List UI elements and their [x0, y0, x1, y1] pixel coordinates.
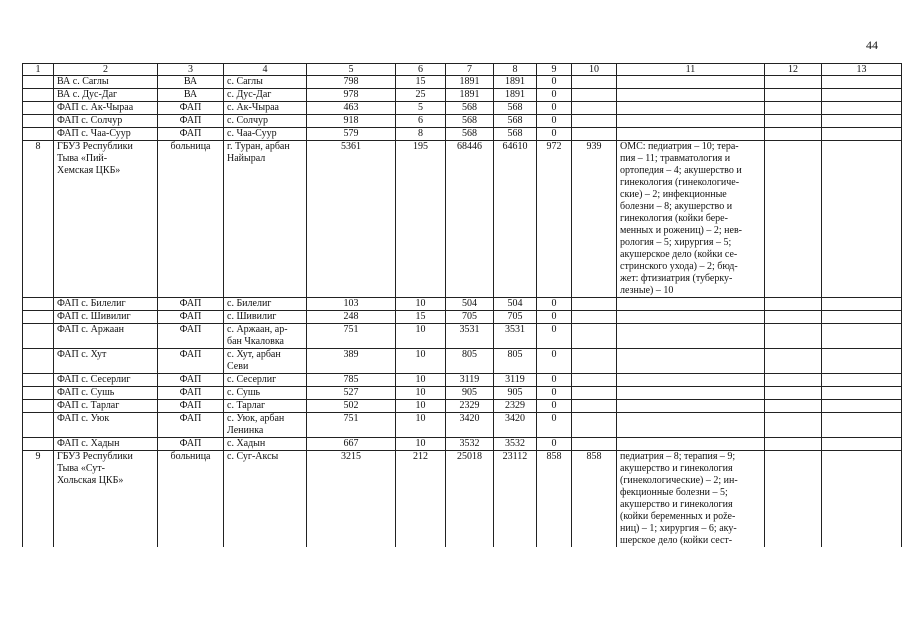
table-cell-col12 [765, 115, 822, 128]
table-cell-col13 [822, 324, 902, 349]
table-cell-col4: с. Саглы [224, 76, 307, 89]
table-cell-col12 [765, 141, 822, 298]
table-cell-col2: ВА с. Дус-Даг [54, 89, 158, 102]
table-cell-col6: 5 [396, 102, 446, 115]
table-cell-col1 [23, 298, 54, 311]
table-cell-col12 [765, 400, 822, 413]
table-cell-col4: с. Сушь [224, 387, 307, 400]
table-cell-col1 [23, 76, 54, 89]
table-cell-col5: 502 [307, 400, 396, 413]
table-cell-col1 [23, 400, 54, 413]
table-cell-col3: больница [158, 141, 224, 298]
table-cell-col8: 64610 [494, 141, 537, 298]
table-cell-col1 [23, 387, 54, 400]
table-cell-col13 [822, 438, 902, 451]
table-cell-col6: 8 [396, 128, 446, 141]
table-cell-col6: 15 [396, 76, 446, 89]
table-cell-col7: 3532 [446, 438, 494, 451]
table-cell-col6: 212 [396, 451, 446, 548]
table-cell-col12 [765, 128, 822, 141]
table-cell-col10: 939 [572, 141, 617, 298]
table-cell-col8: 504 [494, 298, 537, 311]
table-cell-col1 [23, 115, 54, 128]
table-row [23, 387, 902, 400]
table-cell-col8: 805 [494, 349, 537, 374]
table-cell-col3: ФАП [158, 324, 224, 349]
table-cell-col4: с. Ак-Чыраа [224, 102, 307, 115]
table-cell-col10 [572, 298, 617, 311]
table-cell-col6: 195 [396, 141, 446, 298]
table-cell-col3: ФАП [158, 311, 224, 324]
table-cell-col12 [765, 387, 822, 400]
table-cell-col8: 3532 [494, 438, 537, 451]
table-row [23, 400, 902, 413]
header-cell: 1 [23, 64, 54, 76]
table-row [23, 438, 902, 451]
data-table [22, 63, 902, 547]
table-row [23, 349, 902, 374]
table-cell-col3: ФАП [158, 115, 224, 128]
table-cell-col10 [572, 374, 617, 387]
table-cell-col1 [23, 413, 54, 438]
table-cell-col8: 3420 [494, 413, 537, 438]
table-cell-col11 [617, 102, 765, 115]
table-cell-col1 [23, 349, 54, 374]
table-cell-col12 [765, 324, 822, 349]
table-cell-col10 [572, 115, 617, 128]
table-cell-col13 [822, 298, 902, 311]
header-cell: 3 [158, 64, 224, 76]
table-row [23, 324, 902, 349]
table-cell-col11 [617, 311, 765, 324]
table-cell-col7: 3119 [446, 374, 494, 387]
header-cell: 6 [396, 64, 446, 76]
table-cell-col6: 10 [396, 324, 446, 349]
table-cell-col4: с. Тарлаг [224, 400, 307, 413]
table-cell-col8: 23112 [494, 451, 537, 548]
table-cell-col1 [23, 324, 54, 349]
table-cell-col12 [765, 374, 822, 387]
table-cell-col7: 25018 [446, 451, 494, 548]
table-cell-col2: ФАП с. Тарлаг [54, 400, 158, 413]
table-cell-col10 [572, 311, 617, 324]
header-cell: 8 [494, 64, 537, 76]
table-cell-col6: 10 [396, 349, 446, 374]
table-cell-col7: 3420 [446, 413, 494, 438]
table-cell-col1 [23, 89, 54, 102]
table-cell-col11 [617, 374, 765, 387]
table-cell-col7: 2329 [446, 400, 494, 413]
table-row [23, 141, 902, 298]
table-cell-col1: 9 [23, 451, 54, 548]
table-cell-col6: 10 [396, 400, 446, 413]
table-cell-col1: 8 [23, 141, 54, 298]
table-row [23, 102, 902, 115]
table-cell-col11 [617, 438, 765, 451]
table-cell-col7: 905 [446, 387, 494, 400]
table-cell-col13 [822, 387, 902, 400]
table-cell-col12 [765, 298, 822, 311]
table-cell-col5: 579 [307, 128, 396, 141]
table-cell-col11 [617, 324, 765, 349]
table-cell-col9: 0 [537, 324, 572, 349]
table-cell-col8: 905 [494, 387, 537, 400]
table-cell-col9: 0 [537, 115, 572, 128]
table-cell-col5: 798 [307, 76, 396, 89]
table-cell-col3: ФАП [158, 102, 224, 115]
table-cell-col8: 1891 [494, 89, 537, 102]
table-cell-col6: 10 [396, 298, 446, 311]
table-cell-col11 [617, 76, 765, 89]
table-cell-col5: 918 [307, 115, 396, 128]
table-cell-col9: 0 [537, 311, 572, 324]
table-cell-col8: 3119 [494, 374, 537, 387]
table-cell-col2: ФАП с. Аржаан [54, 324, 158, 349]
table-cell-col9: 0 [537, 438, 572, 451]
table-cell-col11 [617, 115, 765, 128]
table-cell-col5: 978 [307, 89, 396, 102]
table-cell-col12 [765, 102, 822, 115]
table-cell-col6: 10 [396, 387, 446, 400]
table-cell-col12 [765, 438, 822, 451]
table-cell-col4: с. Дус-Даг [224, 89, 307, 102]
table-cell-col8: 568 [494, 128, 537, 141]
table-cell-col2: ФАП с. Солчур [54, 115, 158, 128]
table-cell-col1 [23, 128, 54, 141]
table-cell-col12 [765, 311, 822, 324]
table-cell-col5: 751 [307, 324, 396, 349]
table-cell-col1 [23, 102, 54, 115]
table-cell-col11 [617, 387, 765, 400]
table-cell-col6: 10 [396, 374, 446, 387]
table-cell-col11 [617, 400, 765, 413]
table-cell-col6: 6 [396, 115, 446, 128]
table-row [23, 128, 902, 141]
header-cell: 5 [307, 64, 396, 76]
table-cell-col13 [822, 349, 902, 374]
table-cell-col7: 68446 [446, 141, 494, 298]
table-cell-col3: ФАП [158, 387, 224, 400]
table-cell-col9: 858 [537, 451, 572, 548]
table-cell-col8: 3531 [494, 324, 537, 349]
table-cell-col7: 705 [446, 311, 494, 324]
table-cell-col13 [822, 141, 902, 298]
table-cell-col9: 0 [537, 400, 572, 413]
table-cell-col4: с. Чаа-Суур [224, 128, 307, 141]
table-cell-col11 [617, 298, 765, 311]
table-cell-col12 [765, 349, 822, 374]
table-cell-col12 [765, 76, 822, 89]
table-cell-col2: ФАП с. Шивилиг [54, 311, 158, 324]
table-cell-col2: ФАП с. Чаа-Суур [54, 128, 158, 141]
table-cell-col11 [617, 89, 765, 102]
table-cell-col9: 0 [537, 102, 572, 115]
table-cell-col10 [572, 400, 617, 413]
table-cell-col3: ФАП [158, 400, 224, 413]
table-cell-col13 [822, 413, 902, 438]
table-cell-col9: 0 [537, 349, 572, 374]
table-cell-col10 [572, 387, 617, 400]
table-cell-col5: 463 [307, 102, 396, 115]
table-cell-col3: больница [158, 451, 224, 548]
table-row [23, 115, 902, 128]
table-cell-col3: ФАП [158, 349, 224, 374]
table-row [23, 89, 902, 102]
table-cell-col10 [572, 102, 617, 115]
table-cell-col1 [23, 311, 54, 324]
table-cell-col10 [572, 76, 617, 89]
table-cell-col11: педиатрия – 8; терапия – 9; акушерство и гинекология (гинекологические) – 2; ин- фекционные болезни – 5; акушерство и гинекология (койки беременных и рože- ниц) – 1; хирургия – 6; аку- шерское дело (койки сест- [617, 451, 765, 548]
table-cell-col3: ФАП [158, 438, 224, 451]
table-cell-col7: 805 [446, 349, 494, 374]
table-cell-col2: ФАП с. Сушь [54, 387, 158, 400]
table-cell-col4: с. Хадын [224, 438, 307, 451]
table-cell-col2: ВА с. Саглы [54, 76, 158, 89]
table-row [23, 451, 902, 548]
table-cell-col5: 389 [307, 349, 396, 374]
table-cell-col1 [23, 374, 54, 387]
table-cell-col3: ФАП [158, 374, 224, 387]
table-cell-col13 [822, 102, 902, 115]
table-cell-col1 [23, 438, 54, 451]
page-number: 44 [866, 38, 878, 52]
table-row [23, 374, 902, 387]
table-cell-col7: 1891 [446, 76, 494, 89]
table-cell-col13 [822, 451, 902, 548]
table-cell-col10 [572, 324, 617, 349]
table-cell-col9: 0 [537, 89, 572, 102]
table-cell-col4: с. Билелиг [224, 298, 307, 311]
table-cell-col9: 972 [537, 141, 572, 298]
table-cell-col13 [822, 400, 902, 413]
table-cell-col5: 5361 [307, 141, 396, 298]
table-cell-col3: ФАП [158, 298, 224, 311]
table-cell-col7: 568 [446, 128, 494, 141]
table-cell-col8: 568 [494, 102, 537, 115]
header-cell: 7 [446, 64, 494, 76]
table-cell-col4: г. Туран, арбан Найырал [224, 141, 307, 298]
header-cell: 2 [54, 64, 158, 76]
header-cell: 4 [224, 64, 307, 76]
table-cell-col9: 0 [537, 413, 572, 438]
table-cell-col2: ФАП с. Хут [54, 349, 158, 374]
table-cell-col6: 10 [396, 413, 446, 438]
header-row [23, 64, 902, 76]
table-cell-col4: с. Солчур [224, 115, 307, 128]
table-cell-col13 [822, 374, 902, 387]
table-cell-col9: 0 [537, 387, 572, 400]
table-cell-col9: 0 [537, 298, 572, 311]
table-cell-col11 [617, 128, 765, 141]
table-cell-col11 [617, 349, 765, 374]
table-cell-col7: 3531 [446, 324, 494, 349]
table-cell-col4: с. Уюк, арбан Ленинка [224, 413, 307, 438]
table-row [23, 76, 902, 89]
header-cell: 10 [572, 64, 617, 76]
table-cell-col12 [765, 89, 822, 102]
table-cell-col2: ГБУЗ Республики Тыва «Пий- Хемская ЦКБ» [54, 141, 158, 298]
header-cell: 9 [537, 64, 572, 76]
table-cell-col2: ФАП с. Хадын [54, 438, 158, 451]
table-cell-col5: 3215 [307, 451, 396, 548]
table-cell-col13 [822, 76, 902, 89]
table-cell-col4: с. Суг-Аксы [224, 451, 307, 548]
table-cell-col11 [617, 413, 765, 438]
table-cell-col7: 568 [446, 102, 494, 115]
header-cell: 12 [765, 64, 822, 76]
table-cell-col9: 0 [537, 76, 572, 89]
header-cell: 13 [822, 64, 902, 76]
table-cell-col13 [822, 128, 902, 141]
table-cell-col4: с. Аржаан, ар- бан Чкаловка [224, 324, 307, 349]
table-cell-col8: 1891 [494, 76, 537, 89]
table-cell-col7: 568 [446, 115, 494, 128]
table-cell-col6: 10 [396, 438, 446, 451]
table-cell-col9: 0 [537, 374, 572, 387]
table-cell-col8: 2329 [494, 400, 537, 413]
table-cell-col3: ВА [158, 89, 224, 102]
table-cell-col2: ФАП с. Сесерлиг [54, 374, 158, 387]
table-cell-col9: 0 [537, 128, 572, 141]
table-cell-col6: 15 [396, 311, 446, 324]
table-cell-col5: 248 [307, 311, 396, 324]
table-cell-col5: 785 [307, 374, 396, 387]
table-cell-col4: с. Шивилиг [224, 311, 307, 324]
table-cell-col13 [822, 311, 902, 324]
table-cell-col6: 25 [396, 89, 446, 102]
table-cell-col5: 103 [307, 298, 396, 311]
table-cell-col5: 667 [307, 438, 396, 451]
table-cell-col7: 504 [446, 298, 494, 311]
table-cell-col13 [822, 115, 902, 128]
table-cell-col10 [572, 413, 617, 438]
table-cell-col5: 751 [307, 413, 396, 438]
table-cell-col4: с. Хут, арбан Севи [224, 349, 307, 374]
table-row [23, 311, 902, 324]
table-cell-col10: 858 [572, 451, 617, 548]
table-cell-col4: с. Сесерлиг [224, 374, 307, 387]
table-cell-col13 [822, 89, 902, 102]
table-cell-col3: ФАП [158, 413, 224, 438]
table-cell-col10 [572, 89, 617, 102]
table-cell-col10 [572, 438, 617, 451]
table-cell-col3: ФАП [158, 128, 224, 141]
table-cell-col11: ОМС: педиатрия – 10; тера- пия – 11; травматология и ортопедия – 4; акушерство и гинекология (гинекологиче- ские) – 2; инфекционные болезни – 8; акушерство и гинекология (койки бере- менных и рожениц) – 2; нев- рология – 5; хирургия – 5; акушерское дело (койки се- стринского ухода) – 2; бюд- жет: фтизиатрия (туберку- лезные) – 10 [617, 141, 765, 298]
table-cell-col3: ВА [158, 76, 224, 89]
table-cell-col2: ФАП с. Уюк [54, 413, 158, 438]
table-row [23, 298, 902, 311]
table-cell-col7: 1891 [446, 89, 494, 102]
table-row [23, 413, 902, 438]
table-cell-col2: ФАП с. Билелиг [54, 298, 158, 311]
table-cell-col12 [765, 451, 822, 548]
table-cell-col12 [765, 413, 822, 438]
table-cell-col10 [572, 349, 617, 374]
header-cell: 11 [617, 64, 765, 76]
table-cell-col10 [572, 128, 617, 141]
table-cell-col2: ФАП с. Ак-Чыраа [54, 102, 158, 115]
table-cell-col8: 705 [494, 311, 537, 324]
table-cell-col2: ГБУЗ Республики Тыва «Сут- Хольская ЦКБ» [54, 451, 158, 548]
table-cell-col5: 527 [307, 387, 396, 400]
table-cell-col8: 568 [494, 115, 537, 128]
